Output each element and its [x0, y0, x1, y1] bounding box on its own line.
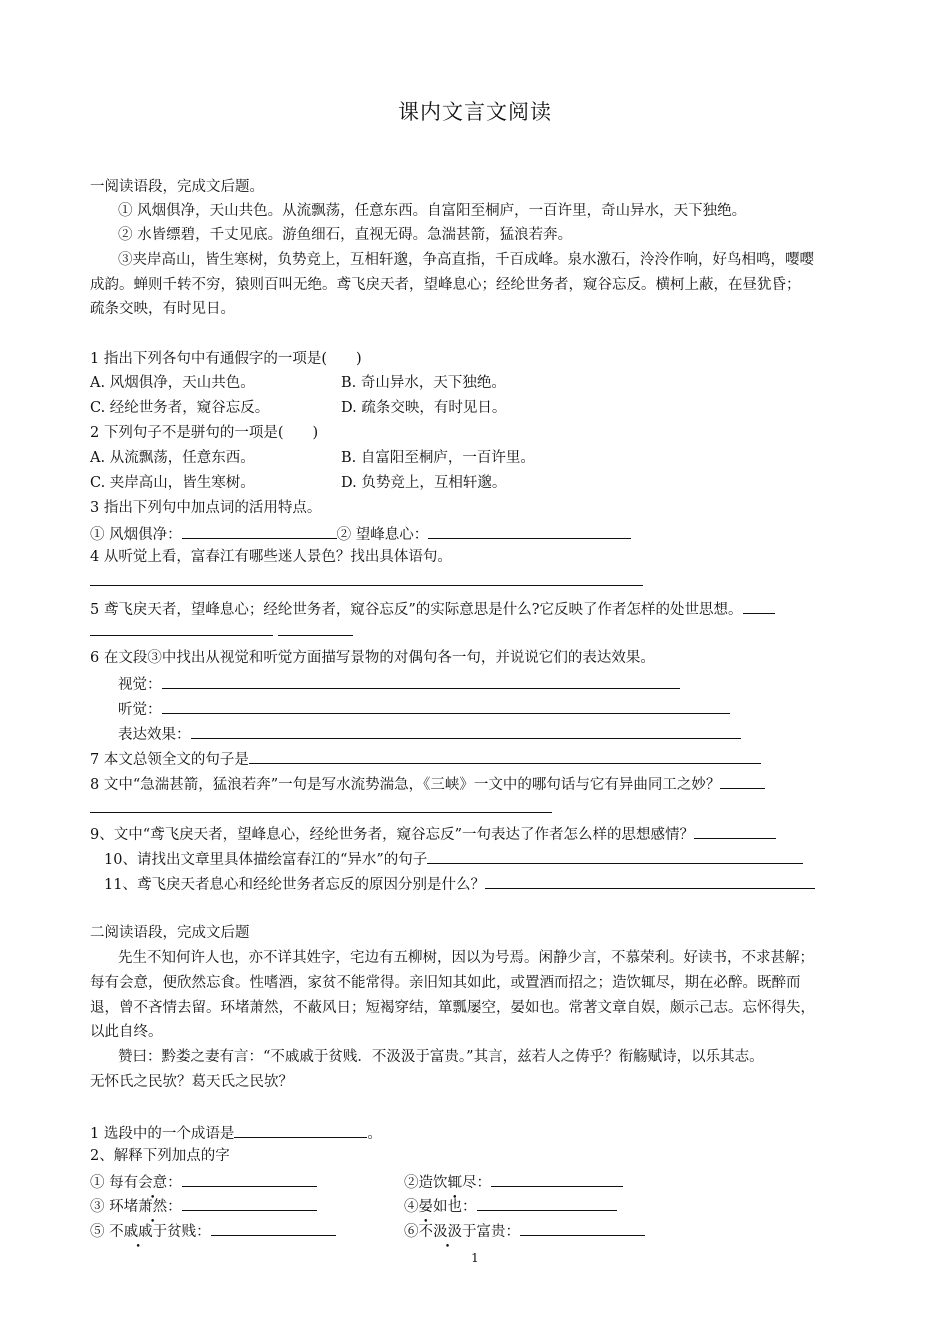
passage-line: 以此自终。 — [90, 1024, 163, 1040]
answer-blank[interactable] — [477, 1195, 617, 1211]
option-d: D. 疏条交映，有时见日。 — [341, 400, 507, 416]
question-text: 9、文中“鸢飞戾天者，望峰息心，经纶世务者，窥谷忘反”一句表达了作者怎么样的思想感情？ — [90, 827, 695, 843]
punctuation: 。 — [367, 1126, 382, 1142]
item-label: 听觉： — [118, 702, 162, 718]
question-1 — [90, 1122, 382, 1144]
word-suffix: 于贫贱： — [152, 1224, 211, 1240]
question-7 — [90, 748, 761, 770]
question-8 — [90, 773, 765, 795]
word-suffix: 尽： — [462, 1175, 491, 1191]
question-text: 5 鸢飞戾天者，望峰息心；经纶世务者，窥谷忘反”的实际意思是什么?它反映了作者怎样的处世思想。 — [90, 602, 743, 618]
question-6: 6 在文段③中找出从视觉和听觉方面描写景物的对偶句各一句，并说说它们的表达效果。 — [90, 650, 655, 666]
answer-blank[interactable] — [694, 823, 776, 839]
dotted-word: 戚戚 — [123, 1224, 153, 1240]
dotted-word: 萧然 — [138, 1199, 168, 1215]
word-suffix: 如也： — [433, 1199, 477, 1215]
answer-blank[interactable] — [182, 1195, 317, 1211]
answer-blank[interactable] — [720, 773, 765, 789]
passage-line: 每有会意，便欣然忘食。性嗜酒，家贫不能常得。亲旧知其如此，或置酒而招之；造饮辄尽，期在必醉。既醉而 — [90, 975, 801, 991]
word-item — [90, 1195, 317, 1217]
answer-line[interactable] — [90, 797, 552, 819]
word-prefix: ⑥不 — [404, 1224, 433, 1240]
answer-blank[interactable] — [162, 673, 680, 689]
item-label: ② 望峰息心： — [336, 527, 429, 543]
question-4: 4 从听觉上看，富春江有哪些迷人景色？找出具体语句。 — [90, 549, 452, 565]
word-item — [404, 1220, 645, 1242]
answer-blank[interactable] — [520, 1220, 645, 1236]
passage-paragraph: 赞曰：黔娄之妻有言：“不戚戚于贫贱．不汲汲于富贵。”其言，兹若人之俦乎？衔觞赋诗，以乐其志。 — [118, 1049, 764, 1065]
passage-paragraph: 先生不知何许人也，亦不详其姓字，宅边有五柳树，因以为号焉。闲静少言，不慕荣利。好读书，不求甚解； — [118, 950, 814, 966]
answer-line[interactable] — [90, 620, 353, 642]
answer-blank[interactable] — [743, 598, 775, 614]
passage-line: 疏条交映，有时见日。 — [90, 301, 235, 317]
option-c: C. 经纶世务者，窥谷忘反。 — [90, 400, 270, 416]
answer-blank[interactable] — [162, 698, 730, 714]
option-b: B. 自富阳至桐庐，一百许里。 — [341, 450, 535, 466]
passage-paragraph: ① 风烟俱净，天山共色。从流飘荡，任意东西。自富阳至桐庐，一百许里，奇山异水，天下独绝。 — [118, 203, 747, 219]
page-number: 1 — [471, 1251, 479, 1265]
answer-blank[interactable] — [427, 848, 803, 864]
question-2: 2、解释下列加点的字 — [90, 1148, 230, 1164]
question-3-item-1 — [90, 523, 631, 545]
question-2: 2 下列句子不是骈句的一项是( ) — [90, 425, 319, 441]
word-prefix: ① 每有 — [90, 1175, 139, 1191]
dotted-word: 汲汲 — [433, 1224, 462, 1240]
question-10 — [104, 848, 803, 870]
passage-paragraph: ③夹岸高山，皆生寒树，负势竞上，互相轩邈，争高直指，千百成峰。泉水激石，泠泠作响，好鸟相鸣，嘤嘤 — [118, 252, 814, 268]
question-6-audio — [118, 698, 730, 720]
passage-paragraph: ② 水皆缥碧，千丈见底。游鱼细石，直视无碍。急湍甚箭，猛浪若奔。 — [118, 227, 573, 243]
question-text: 7 本文总领全文的句子是 — [90, 752, 249, 768]
word-prefix: ③ 环堵 — [90, 1199, 139, 1215]
word-suffix: ： — [167, 1199, 182, 1215]
passage-line: 无怀氏之民欤？葛天氏之民欤？ — [90, 1074, 293, 1090]
question-1: 1 指出下列各句中有通假字的一项是( ) — [90, 351, 362, 367]
answer-blank[interactable] — [211, 1220, 336, 1236]
option-c: C. 夹岸高山，皆生寒树。 — [90, 475, 255, 491]
option-b: B. 奇山异水，天下独绝。 — [341, 375, 506, 391]
option-a: A. 风烟俱净，天山共色。 — [90, 375, 255, 391]
section-heading-2: 二阅读语段，完成文后题 — [90, 925, 250, 941]
question-5 — [90, 598, 775, 620]
passage-line: 成韵。蝉则千转不穷，猿则百叫无绝。鸢飞戾天者，望峰息心；经纶世务者，窥谷忘反。横柯上蔽，在昼犹昏； — [90, 277, 801, 293]
page-title: 课内文言文阅读 — [398, 100, 552, 124]
word-item — [90, 1171, 317, 1193]
answer-blank[interactable] — [234, 1122, 367, 1138]
question-6-effect — [118, 723, 741, 745]
answer-blank[interactable] — [191, 723, 741, 739]
question-text: 11、鸢飞戾天者息心和经纶世务者忘反的原因分别是什么？ — [104, 877, 485, 893]
question-6-visual — [118, 673, 680, 695]
dotted-word: 辄 — [447, 1175, 462, 1191]
question-text: 10、请找出文章里具体描绘富春江的“异水”的句子 — [104, 852, 428, 868]
question-text: 8 文中“急湍甚箭，猛浪若奔”一句是写水流势湍急，《三峡》一文中的哪句话与它有异曲同工之妙？ — [90, 777, 721, 793]
answer-blank[interactable] — [485, 873, 815, 889]
question-11 — [104, 873, 815, 895]
word-suffix: 于富贵： — [462, 1224, 520, 1240]
question-text: 1 选段中的一个成语是 — [90, 1126, 235, 1142]
word-item — [404, 1195, 617, 1217]
word-suffix: ： — [167, 1175, 182, 1191]
question-9 — [90, 823, 776, 845]
word-item — [90, 1220, 336, 1242]
option-a: A. 从流飘荡，任意东西。 — [90, 450, 255, 466]
section-heading-1: 一阅读语段，完成文后题。 — [90, 179, 264, 195]
item-label: ① 风烟俱净： — [90, 527, 182, 543]
answer-blank[interactable] — [249, 748, 761, 764]
passage-line: 退，曾不吝情去留。环堵萧然，不蔽风日；短褐穿结，箪瓢屡空，晏如也。常著文章自娱，颇示己志。忘怀得失， — [90, 1000, 815, 1016]
item-label: 表达效果： — [118, 727, 191, 743]
question-3: 3 指出下列句中加点词的活用特点。 — [90, 500, 322, 516]
answer-blank[interactable] — [182, 1171, 317, 1187]
word-prefix: ⑤ 不 — [90, 1224, 124, 1240]
answer-blank[interactable] — [491, 1171, 623, 1187]
dotted-word: 会意 — [138, 1175, 168, 1191]
word-prefix: ④ — [404, 1199, 419, 1215]
answer-line[interactable] — [90, 570, 643, 592]
option-d: D. 负势竞上，互相轩邈。 — [341, 475, 507, 491]
dotted-word: 晏 — [418, 1199, 433, 1215]
word-item — [404, 1171, 623, 1193]
word-prefix: ②造饮 — [404, 1175, 448, 1191]
answer-blank[interactable] — [428, 523, 631, 539]
answer-blank[interactable] — [182, 523, 337, 539]
item-label: 视觉： — [118, 677, 162, 693]
